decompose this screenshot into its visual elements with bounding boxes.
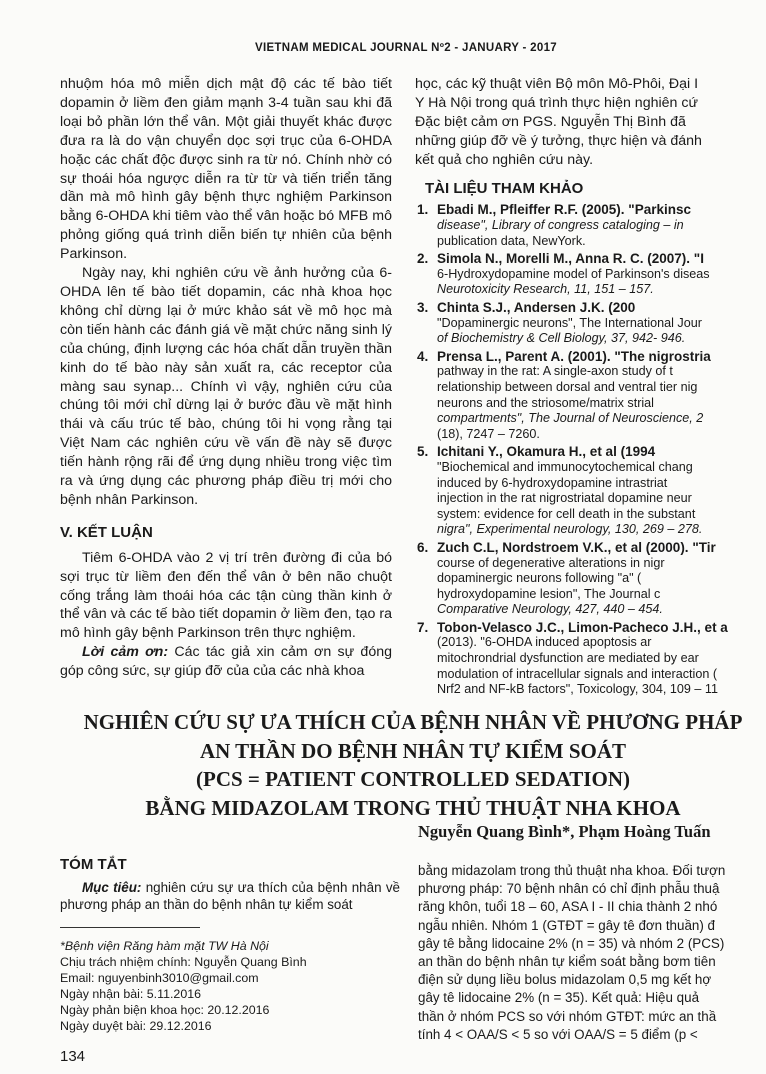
abstract-line: thần ở nhóm PCS so với nhóm GTĐT: mức an thầ: [418, 1008, 717, 1024]
reference-line: injection in the rat nigrostriatal dopamine neur: [437, 491, 692, 506]
right-column: [415, 75, 766, 700]
references-heading: TÀI LIỆU THAM KHẢO: [425, 179, 584, 197]
reference-item: [415, 444, 766, 538]
article-title: [60, 708, 766, 822]
reference-number: 3.: [417, 300, 429, 315]
article-authors: Nguyễn Quang Bình*, Phạm Hoàng Tuấn: [418, 822, 711, 841]
abstract-line: gây tê lidocaine 2% (n = 35). Kết quả: Hiệu quả: [418, 990, 700, 1006]
reference-line: disease", Library of congress cataloging – in: [437, 218, 684, 233]
reference-line: course of degenerative alterations in nigr: [437, 555, 665, 570]
reference-line: of Biochemistry & Cell Biology, 37, 942- 946.: [437, 331, 686, 346]
reference-line: Ebadi M., Pfleiffer R.F. (2005). "Parkinsc: [437, 202, 691, 218]
affiliation-line: Ngày nhận bài: 5.11.2016: [60, 987, 201, 1001]
reference-line: Simola N., Morelli M., Anna R. C. (2007). "I: [437, 251, 704, 267]
title-line: AN THẦN DO BỆNH NHÂN TỰ KIỂM SOÁT: [199, 738, 627, 763]
reference-line: neurons and the striosome/matrix strial: [437, 395, 654, 410]
title-line: NGHIÊN CỨU SỰ ƯA THÍCH CỦA BỆNH NHÂN VỀ PHƯƠNG PHÁP: [83, 710, 743, 734]
reference-line: system: evidence for cell death in the substant: [437, 506, 696, 521]
reference-item: [415, 620, 766, 698]
reference-line: mitochrondrial dysfunction are mediated by ear: [437, 651, 699, 666]
abstract-line: phương pháp: 70 bệnh nhân có chỉ định phẫu thuậ: [418, 881, 720, 897]
summary-heading: TÓM TẮT: [60, 856, 127, 873]
reference-line: compartments", The Journal of Neuroscience, 2: [437, 411, 704, 426]
reference-item: [415, 202, 766, 249]
reference-line: (2013). "6-OHDA induced apoptosis ar: [437, 635, 652, 650]
reference-item: [415, 349, 766, 443]
reference-number: 2.: [417, 251, 429, 267]
reference-line: induced by 6-hydroxydopamine intrastriat: [437, 475, 668, 490]
affiliation-line: Ngày phản biện khoa học: 20.12.2016: [60, 1003, 270, 1017]
footnote-divider: [60, 927, 200, 928]
reference-line: Comparative Neurology, 427, 440 – 454.: [437, 602, 663, 617]
abstract-right: [418, 862, 766, 1044]
title-line: (PCS = PATIENT CONTROLLED SEDATION): [196, 767, 630, 791]
reference-line: nigra", Experimental neurology, 130, 269 – 278.: [437, 522, 703, 537]
abstract-line: điện sử dụng liều bolus midazolam 0,5 mg kết hợ: [418, 972, 712, 988]
left-column: [60, 75, 392, 681]
reference-line: Prensa L., Parent A. (2001). "The nigrostria: [437, 348, 711, 364]
page-number: 134: [60, 1048, 86, 1065]
abstract-left: [60, 856, 400, 1034]
reference-line: pathway in the rat: A single-axon study of t: [437, 364, 673, 379]
objective-paragraph: [60, 879, 400, 913]
acknowledgement-text: Các tác giả xin cảm ơn sự đóng góp công sức, sự giúp đỡ của của các nhà khoa: [60, 644, 392, 680]
affiliation-line: Email: nguyenbinh3010@gmail.com: [60, 971, 259, 985]
objective-label: Mục tiêu:: [82, 880, 142, 895]
affiliation-line: Chịu trách nhiệm chính: Nguyễn Quang Bình: [60, 955, 307, 969]
acknowledgement-label: Lời cảm ơn:: [82, 644, 169, 661]
text-line: kết quả cho nghiên cứu này.: [415, 151, 594, 168]
reference-number: 5.: [417, 444, 429, 460]
acknowledgement-continued: [415, 75, 766, 170]
reference-line: Chinta S.J., Andersen J.K. (200: [437, 300, 636, 315]
reference-list: [415, 202, 766, 697]
reference-number: 7.: [417, 619, 429, 635]
conclusion-heading: V. KẾT LUẬN: [60, 523, 153, 541]
reference-item: [415, 540, 766, 618]
abstract-line: tính 4 < OAA/S < 5 so với OAA/S = 5 điểm (p <: [418, 1026, 698, 1042]
reference-item: [415, 251, 766, 298]
affiliation-line: *Bệnh viện Răng hàm mặt TW Hà Nội: [60, 939, 269, 953]
reference-number: 6.: [417, 539, 429, 555]
objective-text: nghiên cứu sự ưa thích của bệnh nhân về phương pháp an thần do bệnh nhân tự kiểm soát: [60, 880, 400, 912]
reference-number: 4.: [417, 348, 429, 364]
reference-line: Zuch C.L, Nordstroem V.K., et al (2000). "Tir: [437, 539, 716, 555]
text-line: Y Hà Nội trong quá trình thực hiện nghiên cứ: [415, 94, 698, 111]
reference-line: dopaminergic neurons following "a" (: [437, 571, 642, 586]
body-paragraph: nhuộm hóa mô miễn dịch mật độ các tế bào tiết dopamin ở liềm đen giảm mạnh 3-4 tuần sau khi đã loại bỏ phần lớn thể vân. Một giải thuyết khác được đưa ra là do vận chuyển dọc sợi trục của 6-OHDA hoặc các chất độc được sinh ra từ nó. Chính nhờ có sự thoái hóa ngược diễn ra từ từ và tiến triển tăng dần mà mô hình gây bệnh thực nghiệm Parkinson bằng 6-OHDA khi tiêm vào thể vân hoặc bó MFB mô phỏng giống quá trình diễn biến tự nhiên của bệnh Parkinson.: [60, 76, 392, 263]
reference-number: 1.: [417, 202, 429, 218]
reference-line: Tobon-Velasco J.C., Limon-Pacheco J.H., et a: [437, 619, 728, 635]
conclusion-paragraph: Tiêm 6-OHDA vào 2 vị trí trên đường đi của bó sợi trục từ liềm đen đến thể vân ở bên não chuột cống trắng làm thoái hóa các tận cùng thần kinh ở thể vân và các tế bào tiết dopamin ở liềm đen, tạo ra mô hình gây bệnh Parkinson trên thực nghiệm.: [60, 549, 392, 642]
title-line: BẰNG MIDAZOLAM TRONG THỦ THUẬT NHA KHOA: [145, 795, 681, 820]
reference-line: "Biochemical and immunocytochemical chang: [437, 459, 693, 474]
abstract-line: răng khôn, tuổi 18 – 60, ASA I - II chia thành 2 nhó: [418, 899, 718, 915]
reference-line: modulation of intracellular signals and interaction (: [437, 666, 718, 681]
reference-line: 6-Hydroxydopamine model of Parkinson's diseas: [437, 266, 710, 281]
text-line: Đặc biệt cảm ơn PGS. Nguyễn Thị Bình đã: [415, 113, 686, 130]
reference-line: hydroxydopamine lesion", The Journal c: [437, 586, 661, 601]
reference-item: [415, 300, 766, 347]
reference-line: relationship between dorsal and ventral tier nig: [437, 379, 698, 394]
text-line: những giúp đỡ về ý tưởng, thực hiện và đánh: [415, 132, 702, 149]
abstract-line: bằng midazolam trong thủ thuật nha khoa. Đối tượn: [418, 863, 726, 878]
acknowledgement-paragraph: [60, 643, 392, 681]
abstract-line: gây tê bằng lidocaine 2% (n = 35) và nhóm 2 (PCS): [418, 935, 725, 951]
affiliation-line: Ngày duyệt bài: 29.12.2016: [60, 1019, 212, 1033]
reference-line: Ichitani Y., Okamura H., et al (1994: [437, 444, 656, 460]
reference-line: (18), 7247 – 7260.: [437, 426, 540, 441]
abstract-line: an thần do bệnh nhân tự kiểm soát bằng bơm tiên: [418, 954, 716, 970]
text-line: học, các kỹ thuật viên Bộ môn Mô-Phôi, Đại I: [415, 76, 699, 92]
reference-line: "Dopaminergic neurons", The International Jour: [437, 315, 702, 330]
running-header: VIETNAM MEDICAL JOURNAL Nº2 - JANUARY - 2017: [255, 42, 557, 54]
reference-line: Nrf2 and NF-kB factors", Toxicology, 304, 109 – 11: [437, 682, 718, 697]
reference-line: Neurotoxicity Research, 11, 151 – 157.: [437, 282, 654, 297]
reference-line: publication data, NewYork.: [437, 233, 586, 248]
body-paragraph: Ngày nay, khi nghiên cứu về ảnh hưởng của 6-OHDA lên tế bào tiết dopamin, các nhà khoa học không chỉ dừng lại ở mức khảo sát về mô học mà còn tiến hành các đánh giá về mặt chức năng sinh lý của chúng, định lượng các hóa chất dẫn truyền thần kinh do tế bào này sản xuất ra, các receptor của màng sau synap... Chính vì vậy, nghiên cứu của chúng tôi mới chỉ dừng lại ở bước đầu về mặt hình thái và cấu trúc tế bào, chúng tôi hi vọng rằng tại Việt Nam các nghiên cứu về vấn đề này sẽ được tiến hành rộng rãi để ứng dụng nhiều trong việc tìm ra và ứng dụng các phương pháp điều trị mới cho bệnh nhân Parkinson.: [60, 265, 392, 508]
abstract-line: ngẫu nhiên. Nhóm 1 (GTĐT = gây tê đơn thuần) đ: [418, 917, 715, 933]
